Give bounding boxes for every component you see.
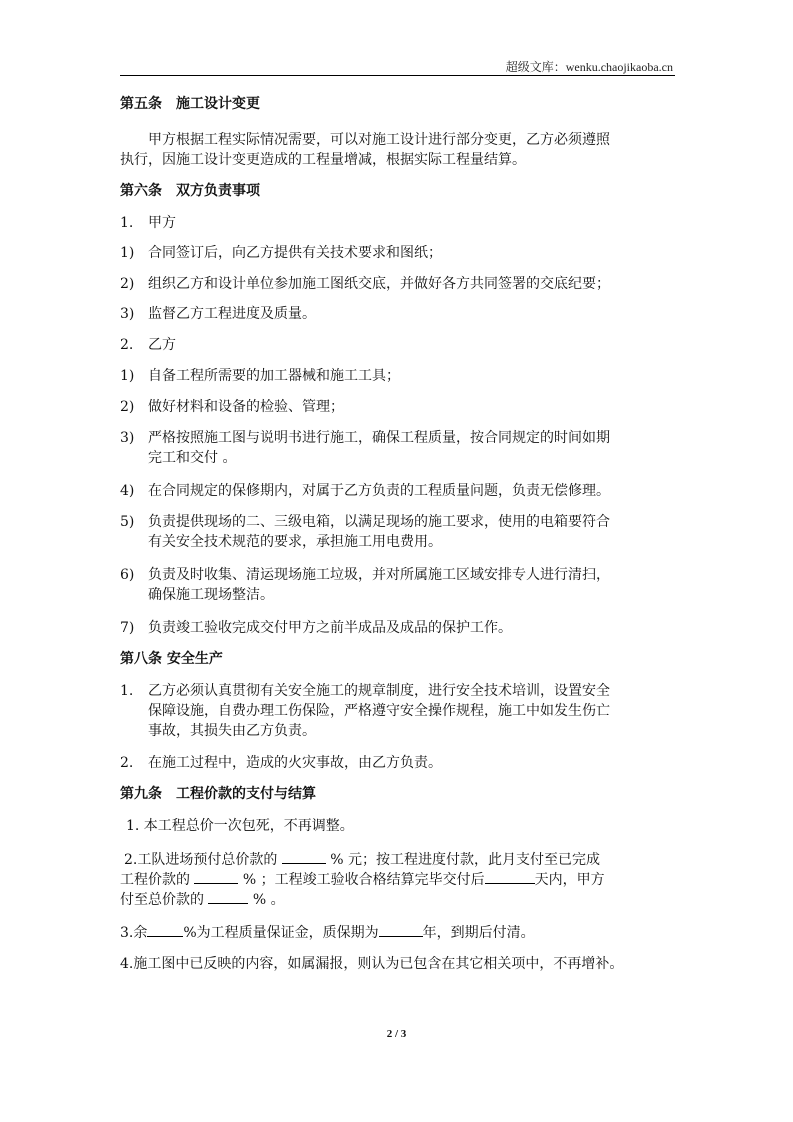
payment-item-3 [120,922,535,943]
list-number: 1) [120,245,135,261]
text: %为工程质量保证金，质保期为 [183,925,379,941]
list-number: 2) [120,399,135,415]
party-a-heading [120,213,176,233]
text: 3.余 [120,925,148,941]
list-item [120,304,316,324]
retention-percent-blank[interactable] [147,922,183,937]
text: % ；工程竣工验收合格结算完毕交付后 [242,872,485,888]
section-5-para-line-2: 执行，因施工设计变更造成的工程量增减，根据实际工程量结算。 [120,152,526,168]
payment-item-1: 1. 本工程总价一次包死，不再调整。 [126,818,354,834]
list-item-continuation: 有关安全技术规范的要求，承担施工用电费用。 [148,534,442,550]
list-text: 负责及时收集、清运现场施工垃圾，并对所属施工区域安排专人进行清扫， [148,567,610,583]
list-item-continuation: 确保施工现场整洁。 [148,587,274,603]
list-text: 在施工过程中，造成的火灾事故，由乙方负责。 [148,755,442,771]
page-number: 2 / 3 [386,1028,407,1040]
section-5-title: 第五条 施工设计变更 [120,96,260,112]
list-text: 严格按照施工图与说明书进行施工，确保工程质量，按合同规定的时间如期 [148,430,610,446]
page-header [120,58,675,76]
days-blank[interactable] [485,869,535,884]
list-number: 2. [120,755,134,771]
list-item [120,481,610,501]
text: 付至总价款的 [120,892,204,908]
list-number: 2) [120,276,135,292]
list-item [120,428,610,448]
list-item [120,512,610,532]
list-item [120,681,610,701]
section-9-title: 第九条 工程价款的支付与结算 [120,786,316,802]
section-5-para-line-1: 甲方根据工程实际情况需要，可以对施工设计进行部分变更，乙方必须遵照 [148,132,610,148]
list-item [120,274,610,294]
list-text: 乙方必须认真贯彻有关安全施工的规章制度，进行安全技术培训，设置安全 [148,683,610,699]
list-number: 4) [120,483,135,499]
warranty-years-blank[interactable] [379,922,423,937]
list-item [120,565,610,585]
text: 2.工队进场预付总价款的 [124,852,278,868]
list-item [120,243,442,263]
list-number: 3) [120,430,135,446]
list-number: 1) [120,368,135,384]
list-item-continuation: 完工和交付 。 [148,450,237,466]
payment-item-4: 4.施工图中已反映的内容，如属漏报，则认为已包含在其它相关项中，不再增补。 [120,956,624,972]
list-text: 做好材料和设备的检验、管理； [148,399,344,415]
section-8-title: 第八条 安全生产 [120,651,223,667]
list-text: 负责竣工验收完成交付甲方之前半成品及成品的保护工作。 [148,620,512,636]
text: % 元；按工程进度付款，此月支付至已完成 [330,852,601,868]
list-item [120,366,400,386]
list-text: 合同签订后，向乙方提供有关技术要求和图纸； [148,245,442,261]
list-item-continuation: 保障设施，自费办理工伤保险，严格遵守安全操作规程，施工中如发生伤亡 [148,703,610,719]
list-number: 6) [120,567,135,583]
text: 天内，甲方 [534,872,605,888]
payment-item-2-line-2 [120,869,605,890]
list-text: 自备工程所需要的加工器械和施工工具； [148,368,400,384]
final-percent-blank[interactable] [208,889,248,904]
list-item [120,753,442,773]
progress-percent-blank[interactable] [194,869,238,884]
party-a-label: 甲方 [148,215,176,231]
party-b-label: 乙方 [148,337,176,353]
list-item [120,618,512,638]
payment-item-2-line-1 [124,849,600,870]
section-6-title: 第六条 双方负责事项 [120,183,260,199]
list-text: 监督乙方工程进度及质量。 [148,306,316,322]
list-text: 组织乙方和设计单位参加施工图纸交底，并做好各方共同签署的交底纪要； [148,276,610,292]
list-number: 3) [120,306,135,322]
list-number: 7) [120,620,135,636]
text: 年，到期后付清。 [422,925,535,941]
list-item [120,397,344,417]
text: 工程价款的 [120,872,190,888]
list-number: 5) [120,514,135,530]
list-text: 在合同规定的保修期内，对属于乙方负责的工程质量问题，负责无偿修理。 [148,483,610,499]
list-text: 负责提供现场的二、三级电箱，以满足现场的施工要求，使用的电箱要符合 [148,514,610,530]
prepay-percent-blank[interactable] [282,849,326,864]
text: % 。 [252,892,285,908]
list-number: 1. [120,215,134,231]
list-item-continuation: 事故，其损失由乙方负责。 [148,723,316,739]
list-number: 2. [120,337,134,353]
payment-item-2-line-3 [120,889,285,910]
header-site-text: 超级文库：wenku.chaojikaoba.cn [505,60,673,74]
party-b-heading [120,335,176,355]
list-number: 1. [120,683,134,699]
